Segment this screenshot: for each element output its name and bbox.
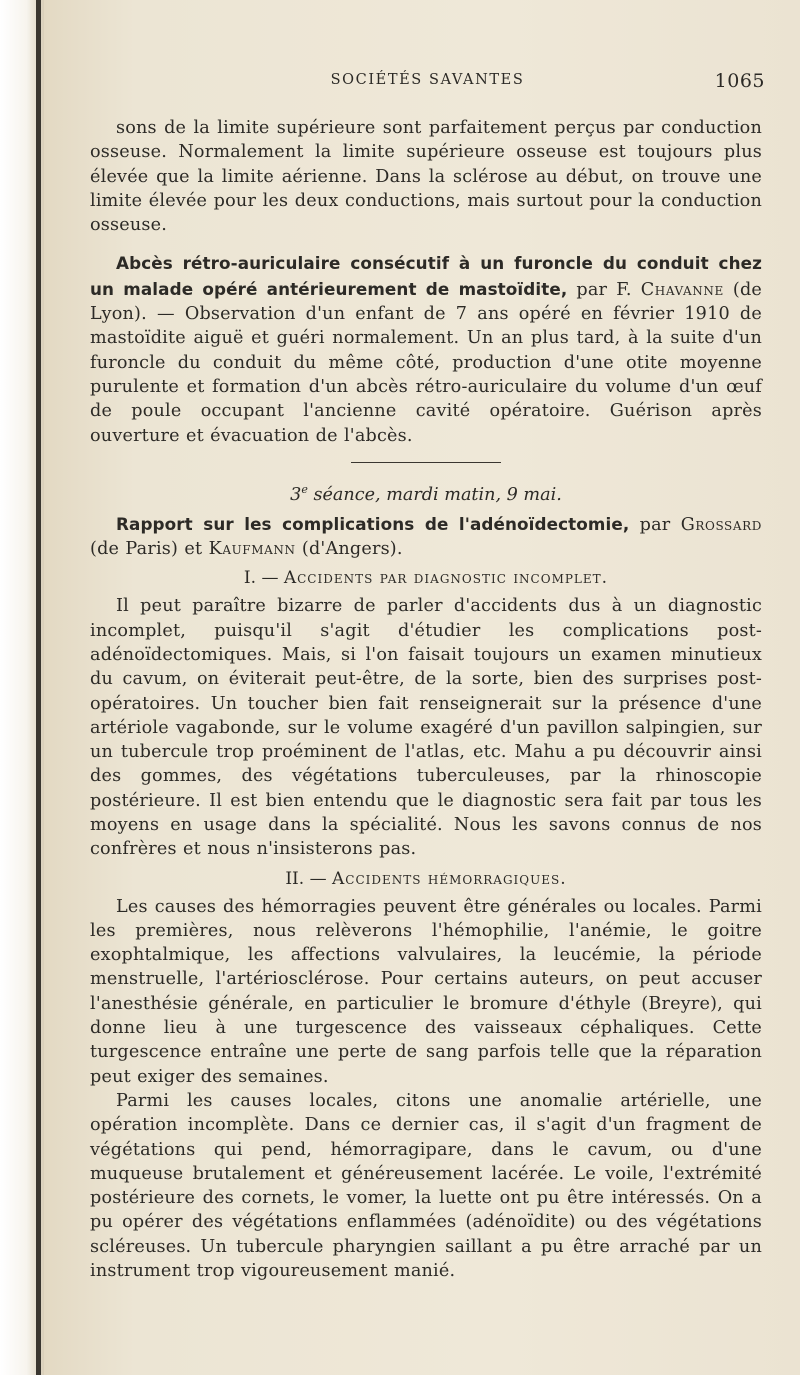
report-title: Rapport sur les complications de l'adénoïdectomie, xyxy=(116,513,630,534)
abstract-by: par F. xyxy=(576,279,632,300)
report-author-2-origin: (d'Angers). xyxy=(301,539,403,560)
abstract-title: Abcès rétro-auriculaire consécutif à un furoncle du conduit chez un malade opéré antérieurement de mastoïdite, xyxy=(90,253,762,299)
page-content xyxy=(90,116,762,1283)
section-2-title: Accidents hémorragiques. xyxy=(332,868,567,889)
session-number: 3 xyxy=(290,484,302,505)
section-2-heading xyxy=(90,865,762,893)
section-1-numeral: I. xyxy=(243,568,257,589)
book-spine-shadow xyxy=(36,0,41,1375)
section-1-paragraph: Il peut paraître bizarre de parler d'accidents dus à un diagnostic incomplet, puisqu'il s'agit d'étudier les complications post-adénoïdectomiques. Mais, si l'on faisait toujours un examen minutieux du cavum, on éviterait peut-être, de la sorte, bien des surprises post-opératoires. Un toucher bien fait renseignerait sur la présence d'une artériole vagabonde, sur le volume exagéré d'un pavillon salpingien, sur un tubercule trop proéminent de l'atlas, etc. Mahu a pu découvrir ainsi des gommes, des végétations tuberculeuses, par la rhinoscopie postérieure. Il est bien entendu que le diagnostic sera fait par tous les moyens en usage dans la spécialité. Nous les savons connus de nos confrères et nous n'insisterons pas. xyxy=(90,596,762,860)
session-suffix: e xyxy=(301,482,308,496)
abstract-paragraph xyxy=(90,251,762,447)
page-number: 1065 xyxy=(714,70,765,92)
continuation-paragraph: sons de la limite supérieure sont parfaitement perçus par conduction osseuse. Normalement la limite supérieure osseuse est toujours plus élevée que la limite aérienne. Dans la sclérose au début, on trouve une limite élevée pour les deux conductions, mais surtout pour la conduction osseuse. xyxy=(90,118,762,236)
report-by: par xyxy=(639,514,671,535)
section-2-paragraph-2: Parmi les causes locales, citons une anomalie artérielle, une opération incomplète. Dans ce dernier cas, il s'agit d'un fragment de végétations qui pend, hémorragipare, dans le cavum, ou d'une muqueuse brutalement et généreusement lacérée. Le voile, l'extrémité postérieure des cornets, le vomer, la luette ont pu être intéressés. On a pu opérer des végétations enflammées (adénoïdite) ou des végétations scléreuses. Un tubercule pharyngien saillant a pu être arraché par un instrument trop vigoureusement manié. xyxy=(90,1090,762,1282)
report-author-1: Grossard xyxy=(680,514,762,535)
report-heading xyxy=(90,512,762,562)
section-divider xyxy=(351,462,501,463)
section-1-dash: — xyxy=(261,568,279,589)
section-2-dash: — xyxy=(309,868,327,889)
section-1-heading xyxy=(90,564,762,592)
session-text: séance, mardi matin, 9 mai. xyxy=(307,484,562,505)
session-heading xyxy=(90,477,762,508)
running-head xyxy=(90,72,765,98)
abstract-author: Chavanne xyxy=(640,279,724,300)
abstract-author-origin: (de Lyon). xyxy=(90,279,763,325)
abstract-body: — Observation d'un enfant de 7 ans opéré en février 1910 de mastoïdite aiguë et guéri normalement. Un an plus tard, à la suite d'un furoncle du conduit du même côté, production d'une otite moyenne purulente et formation d'un abcès rétro-auriculaire du volume d'un œuf de poule occupant l'ancienne cavité opératoire. Guérison après ouverture et évacuation de l'abcès. xyxy=(90,304,762,446)
report-author-1-origin: (de Paris) et xyxy=(90,539,203,560)
report-author-2: Kaufmann xyxy=(208,539,296,560)
section-2-numeral: II. xyxy=(285,868,305,889)
spacer xyxy=(90,237,762,251)
running-head-title: SOCIÉTÉS SAVANTES xyxy=(330,72,525,88)
section-2-paragraph-1: Les causes des hémorragies peuvent être générales ou locales. Parmi les premières, nous relèverons l'hémophilie, l'anémie, le goitre exophtalmique, les affections valvulaires, la leucémie, la période menstruelle, l'artériosclérose. Pour certains auteurs, on peut accuser l'anesthésie générale, en particulier le bromure d'éthyle (Breyre), qui donne lieu à une turgescence des vaisseaux céphaliques. Cette turgescence entraîne une perte de sang parfois telle que la réparation peut exiger des semaines. xyxy=(90,896,762,1087)
section-1-title: Accidents par diagnostic incomplet. xyxy=(283,568,609,589)
